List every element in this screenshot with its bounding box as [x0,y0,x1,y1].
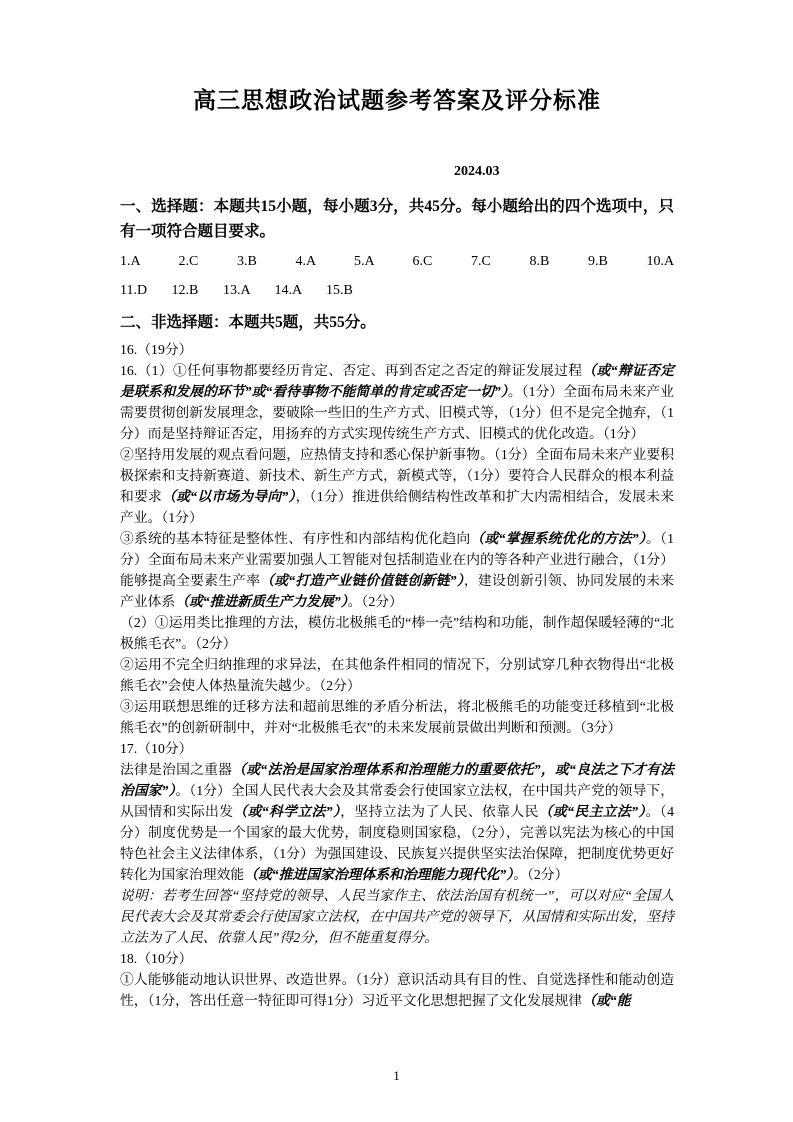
section1-heading: 一、选择题：本题共15小题，每小题3分，共45分。每小题给出的四个选项中，只有一项符合题目要求。 [120,198,674,240]
answer-item: 5.A [354,254,375,269]
answer-item: 12.B [171,283,199,298]
answer-item: 15.B [326,283,353,298]
q17-grading-note: 说明：若考生回答“坚持党的领导、人民当家作主、依法治国有机统一”，可以对应“全国人民代表大会及其常委会行使国家立法权，在中国共产党的领导下，从国情和实际出发，坚持立法为了人民、依靠人民”得2分，但不能重复得分。 [120,888,674,945]
answer-item: 4.A [295,254,317,269]
answer-item: 11.D [120,283,148,298]
q18-answer-para: ①人能够能动地认识世界、改造世界。（1分）意识活动具有目的性、自觉选择性和能动创造性，（1分，答出任意一特征即可得1分）习近平文化思想把握了文化发展规律（或“能 [120,972,674,1008]
answer-item: 14.A [274,283,303,298]
q16-answer-para-6: ③运用联想思维的迁移方法和超前思维的矛盾分析法，将北极熊毛的功能变迁移植到“北极熊毛衣”的创新研制中，并对“北极熊毛衣”的未来发展前景做出判断和预测。（3分） [120,699,674,735]
q17-label: 17.（10分） [120,741,193,756]
document-title: 高三思想政治试题参考答案及评分标准 [193,88,601,113]
exam-date: 2024.03 [454,164,500,179]
q17-answer-para: 法律是治国之重器（或“法治是国家治理体系和治理能力的重要依托”，或“良法之下才有法治国家”）。（1分）全国人民代表大会及其常委会行使国家立法权，在中国共产党的领导下，从国情和实际出发（或“科学立法”），坚持立法为了人民、依靠人民（或“民主立法”）。（4分）制度优势是一个国家的最大优势，制度稳则国家稳，（2分），完善以宪法为核心的中国特色社会主义法律体系，（1分）为强国建设、民族复兴提供坚实法治保障，把制度优势更好转化为国家治理效能（或“推进国家治理体系和治理能力现代化”）。（2分） [120,762,675,882]
answer-item: 9.B [588,254,608,269]
answer-item: 8.B [529,254,550,269]
answers-row-1 [120,251,674,273]
answers-row-2 [120,280,674,302]
answer-item: 13.A [223,283,251,298]
q16-answer-para-3: ③系统的基本特征是整体性、有序性和内部结构优化趋向（或“掌握系统优化的方法”）。（1分）全面布局未来产业需要加强人工智能对包括制造业在内的等各种产业进行融合，（1分）能够提高全要素生产率（或“打造产业链价值链创新链”），建设创新引领、协同发展的未来产业体系（或“推进新质生产力发展”）。（2分） [120,531,675,609]
section2-heading: 二、非选择题：本题共5题，共55分。 [120,314,376,331]
q16-label: 16.（19分） [120,342,193,357]
answer-item: 6.C [412,254,433,269]
page-content [120,86,674,1011]
answer-item: 2.C [178,254,199,269]
date-line [120,162,674,182]
page-number: 1 [393,1068,400,1083]
q16-answer-para-1: 16.（1）①任何事物都要经历肯定、否定、再到否定之否定的辩证发展过程（或“辩证否定是联系和发展的环节”或“看待事物不能简单的肯定或否定一切”）。（1分）全面布局未来产业需要贯彻创新发展理念，要破除一些旧的生产方式、旧模式等，（1分）但不是完全抛弃，（1分）而是坚持辩证否定，用扬弃的方式实现传统生产方式、旧模式的优化改造。（1分） [120,363,674,441]
answer-item: 10.A [646,254,675,269]
answer-item: 3.B [237,254,257,269]
answer-item: 1.A [120,254,141,269]
q18-label: 18.（10分） [120,951,193,966]
q16-answer-para-4: （2）①运用类比推理的方法，模仿北极熊毛的“棒一壳”结构和功能，制作超保暖轻薄的“北极熊毛衣”。（2分） [120,615,674,651]
q16-answer-para-2: ②坚持用发展的观点看问题，应热情支持和悉心保护新事物。（1分）全面布局未来产业要积极探索和支持新赛道、新技术、新生产方式，新模式等，（1分）要符合人民群众的根本利益和要求（或“以市场为导向”），（1分）推进供给侧结构性改革和扩大内需相结合，发展未来产业。（1分） [120,447,675,525]
answer-item: 7.C [471,254,491,269]
q16-answer-para-5: ②运用不完全归纳推理的求异法，在其他条件相同的情况下，分别试穿几种衣物得出“北极熊毛衣”会使人体热量流失越少。（2分） [120,657,674,693]
